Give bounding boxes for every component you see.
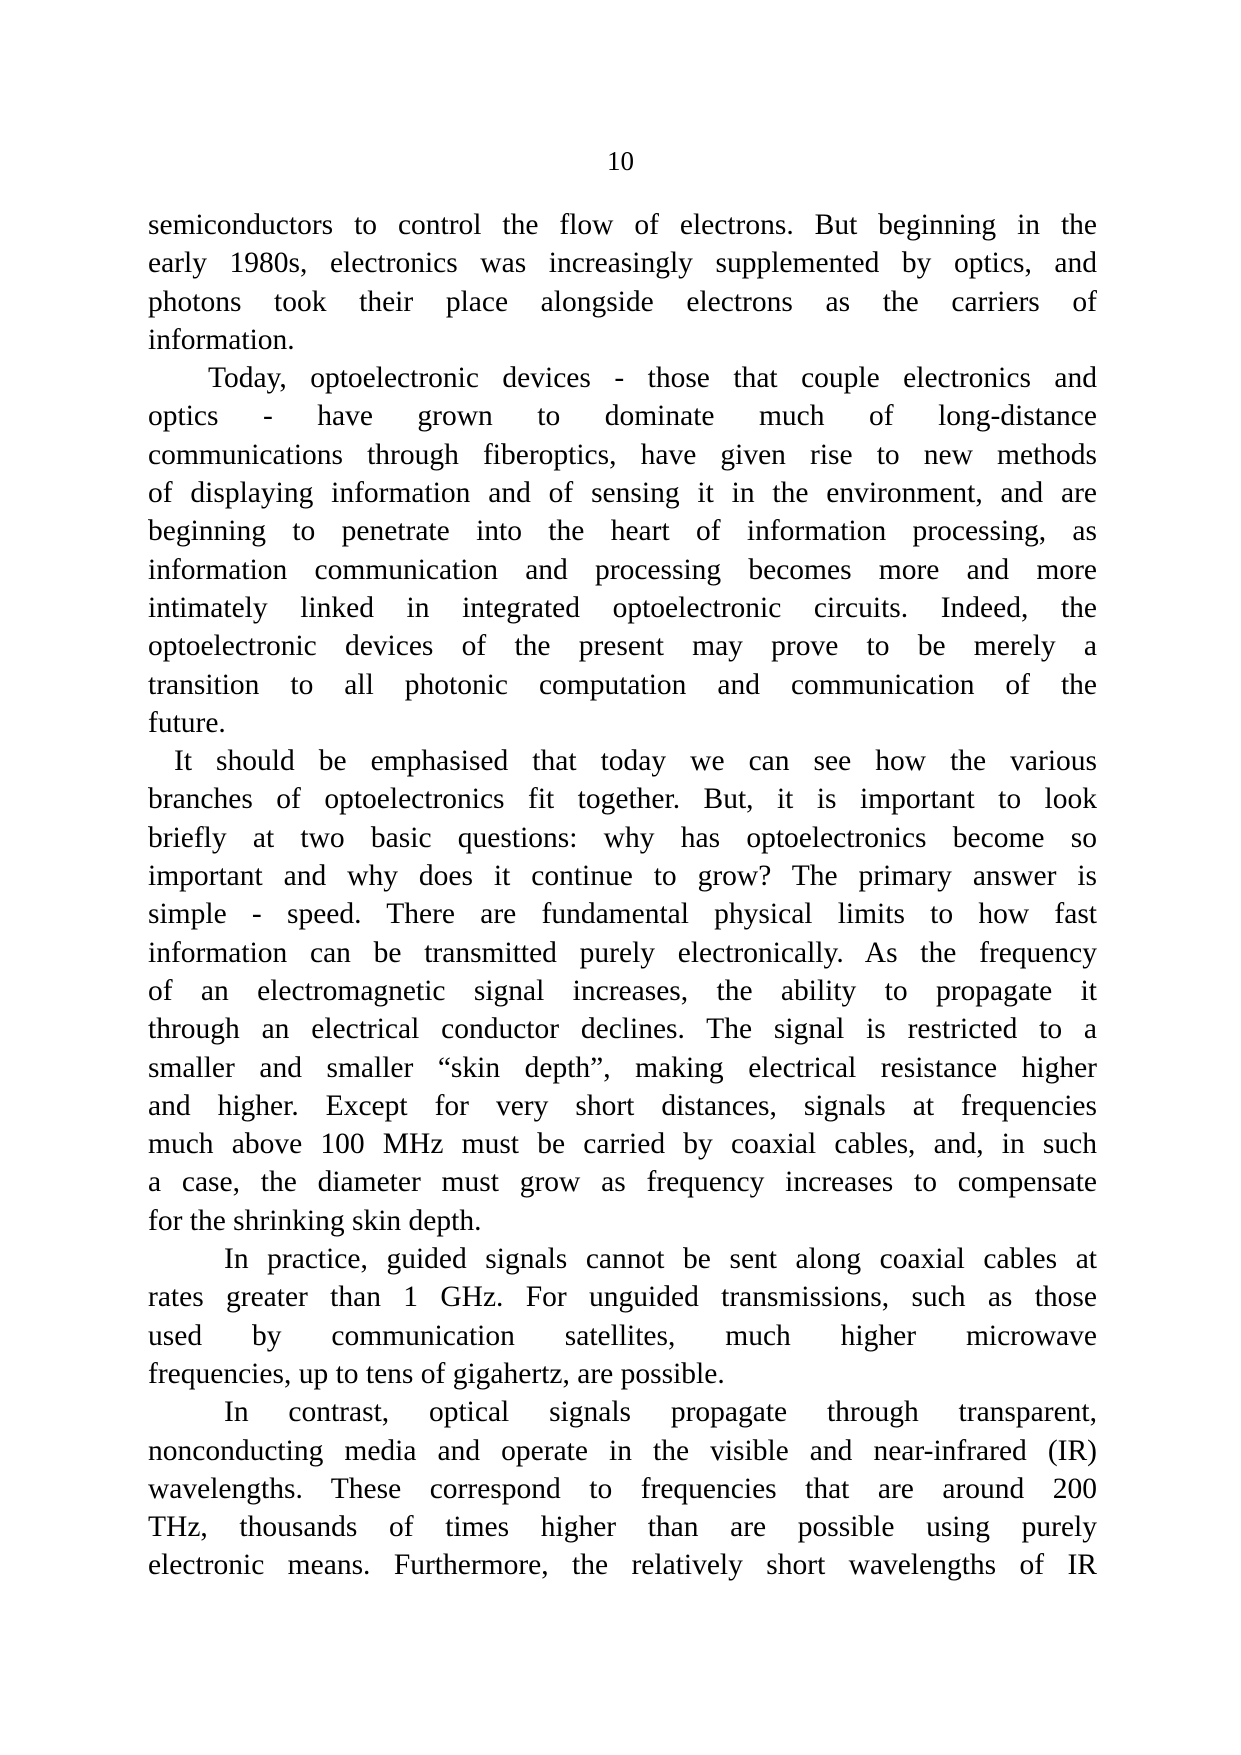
text-line: beginning to penetrate into the heart of information processing, as — [148, 515, 1097, 548]
text-line: smaller and smaller “skin depth”, making electrical resistance higher — [148, 1051, 1097, 1084]
text-line: frequencies, up to tens of gigahertz, are possible. — [148, 1357, 725, 1390]
text-line: much above 100 MHz must be carried by coaxial cables, and, in such — [148, 1128, 1097, 1161]
text-line: nonconducting media and operate in the visible and near-infrared (IR) — [148, 1434, 1097, 1467]
text-line: used by communication satellites, much higher microwave — [148, 1319, 1097, 1352]
text-line: information can be transmitted purely electronically. As the frequency — [148, 936, 1097, 969]
text-line: early 1980s, electronics was increasingly supplemented by optics, and — [148, 247, 1097, 280]
text-line: transition to all photonic computation and communication of the — [148, 668, 1097, 701]
paragraph-1 — [148, 206, 1097, 359]
text-line: information. — [148, 323, 295, 356]
text-line: rates greater than 1 GHz. For unguided transmissions, such as those — [148, 1281, 1097, 1314]
paragraph-5 — [148, 1393, 1097, 1584]
text-line: It should be emphasised that today we can see how the various — [174, 745, 1097, 778]
page-number: 10 — [607, 146, 634, 176]
paragraph-4 — [148, 1240, 1097, 1393]
text-line: photons took their place alongside electrons as the carriers of — [148, 285, 1097, 318]
text-line: through an electrical conductor declines. The signal is restricted to a — [148, 1013, 1097, 1046]
text-line: In practice, guided signals cannot be sent along coaxial cables at — [224, 1243, 1097, 1276]
text-line: electronic means. Furthermore, the relatively short wavelengths of IR — [148, 1549, 1097, 1582]
text-line: briefly at two basic questions: why has optoelectronics become so — [148, 821, 1097, 854]
text-line: THz, thousands of times higher than are possible using purely — [148, 1511, 1097, 1544]
text-line: important and why does it continue to grow? The primary answer is — [148, 860, 1097, 893]
text-line: branches of optoelectronics fit together. But, it is important to look — [148, 783, 1097, 816]
text-line: and higher. Except for very short distances, signals at frequencies — [148, 1089, 1097, 1122]
text-line: intimately linked in integrated optoelectronic circuits. Indeed, the — [148, 591, 1097, 624]
paragraph-2 — [148, 359, 1097, 742]
text-line: simple - speed. There are fundamental physical limits to how fast — [148, 898, 1097, 931]
text-line: of displaying information and of sensing it in the environment, and are — [148, 477, 1097, 510]
text-line: optoelectronic devices of the present may prove to be merely a — [148, 630, 1097, 663]
text-line: information communication and processing becomes more and more — [148, 553, 1097, 586]
text-line: Today, optoelectronic devices - those that couple electronics and — [208, 362, 1097, 395]
text-line: semiconductors to control the flow of electrons. But beginning in the — [148, 209, 1097, 241]
text-line: of an electromagnetic signal increases, the ability to propagate it — [148, 974, 1097, 1007]
body-text — [148, 206, 1097, 1585]
text-line: wavelengths. These correspond to frequencies that are around 200 — [148, 1472, 1097, 1505]
text-line: communications through fiberoptics, have given rise to new methods — [148, 438, 1097, 471]
text-line: a case, the diameter must grow as frequency increases to compensate — [148, 1166, 1097, 1199]
text-line: for the shrinking skin depth. — [148, 1204, 482, 1237]
text-line: optics - have grown to dominate much of long-distance — [148, 400, 1097, 433]
text-line: In contrast, optical signals propagate through transparent, — [224, 1396, 1097, 1429]
paragraph-3 — [148, 742, 1097, 1240]
text-line: future. — [148, 706, 226, 739]
